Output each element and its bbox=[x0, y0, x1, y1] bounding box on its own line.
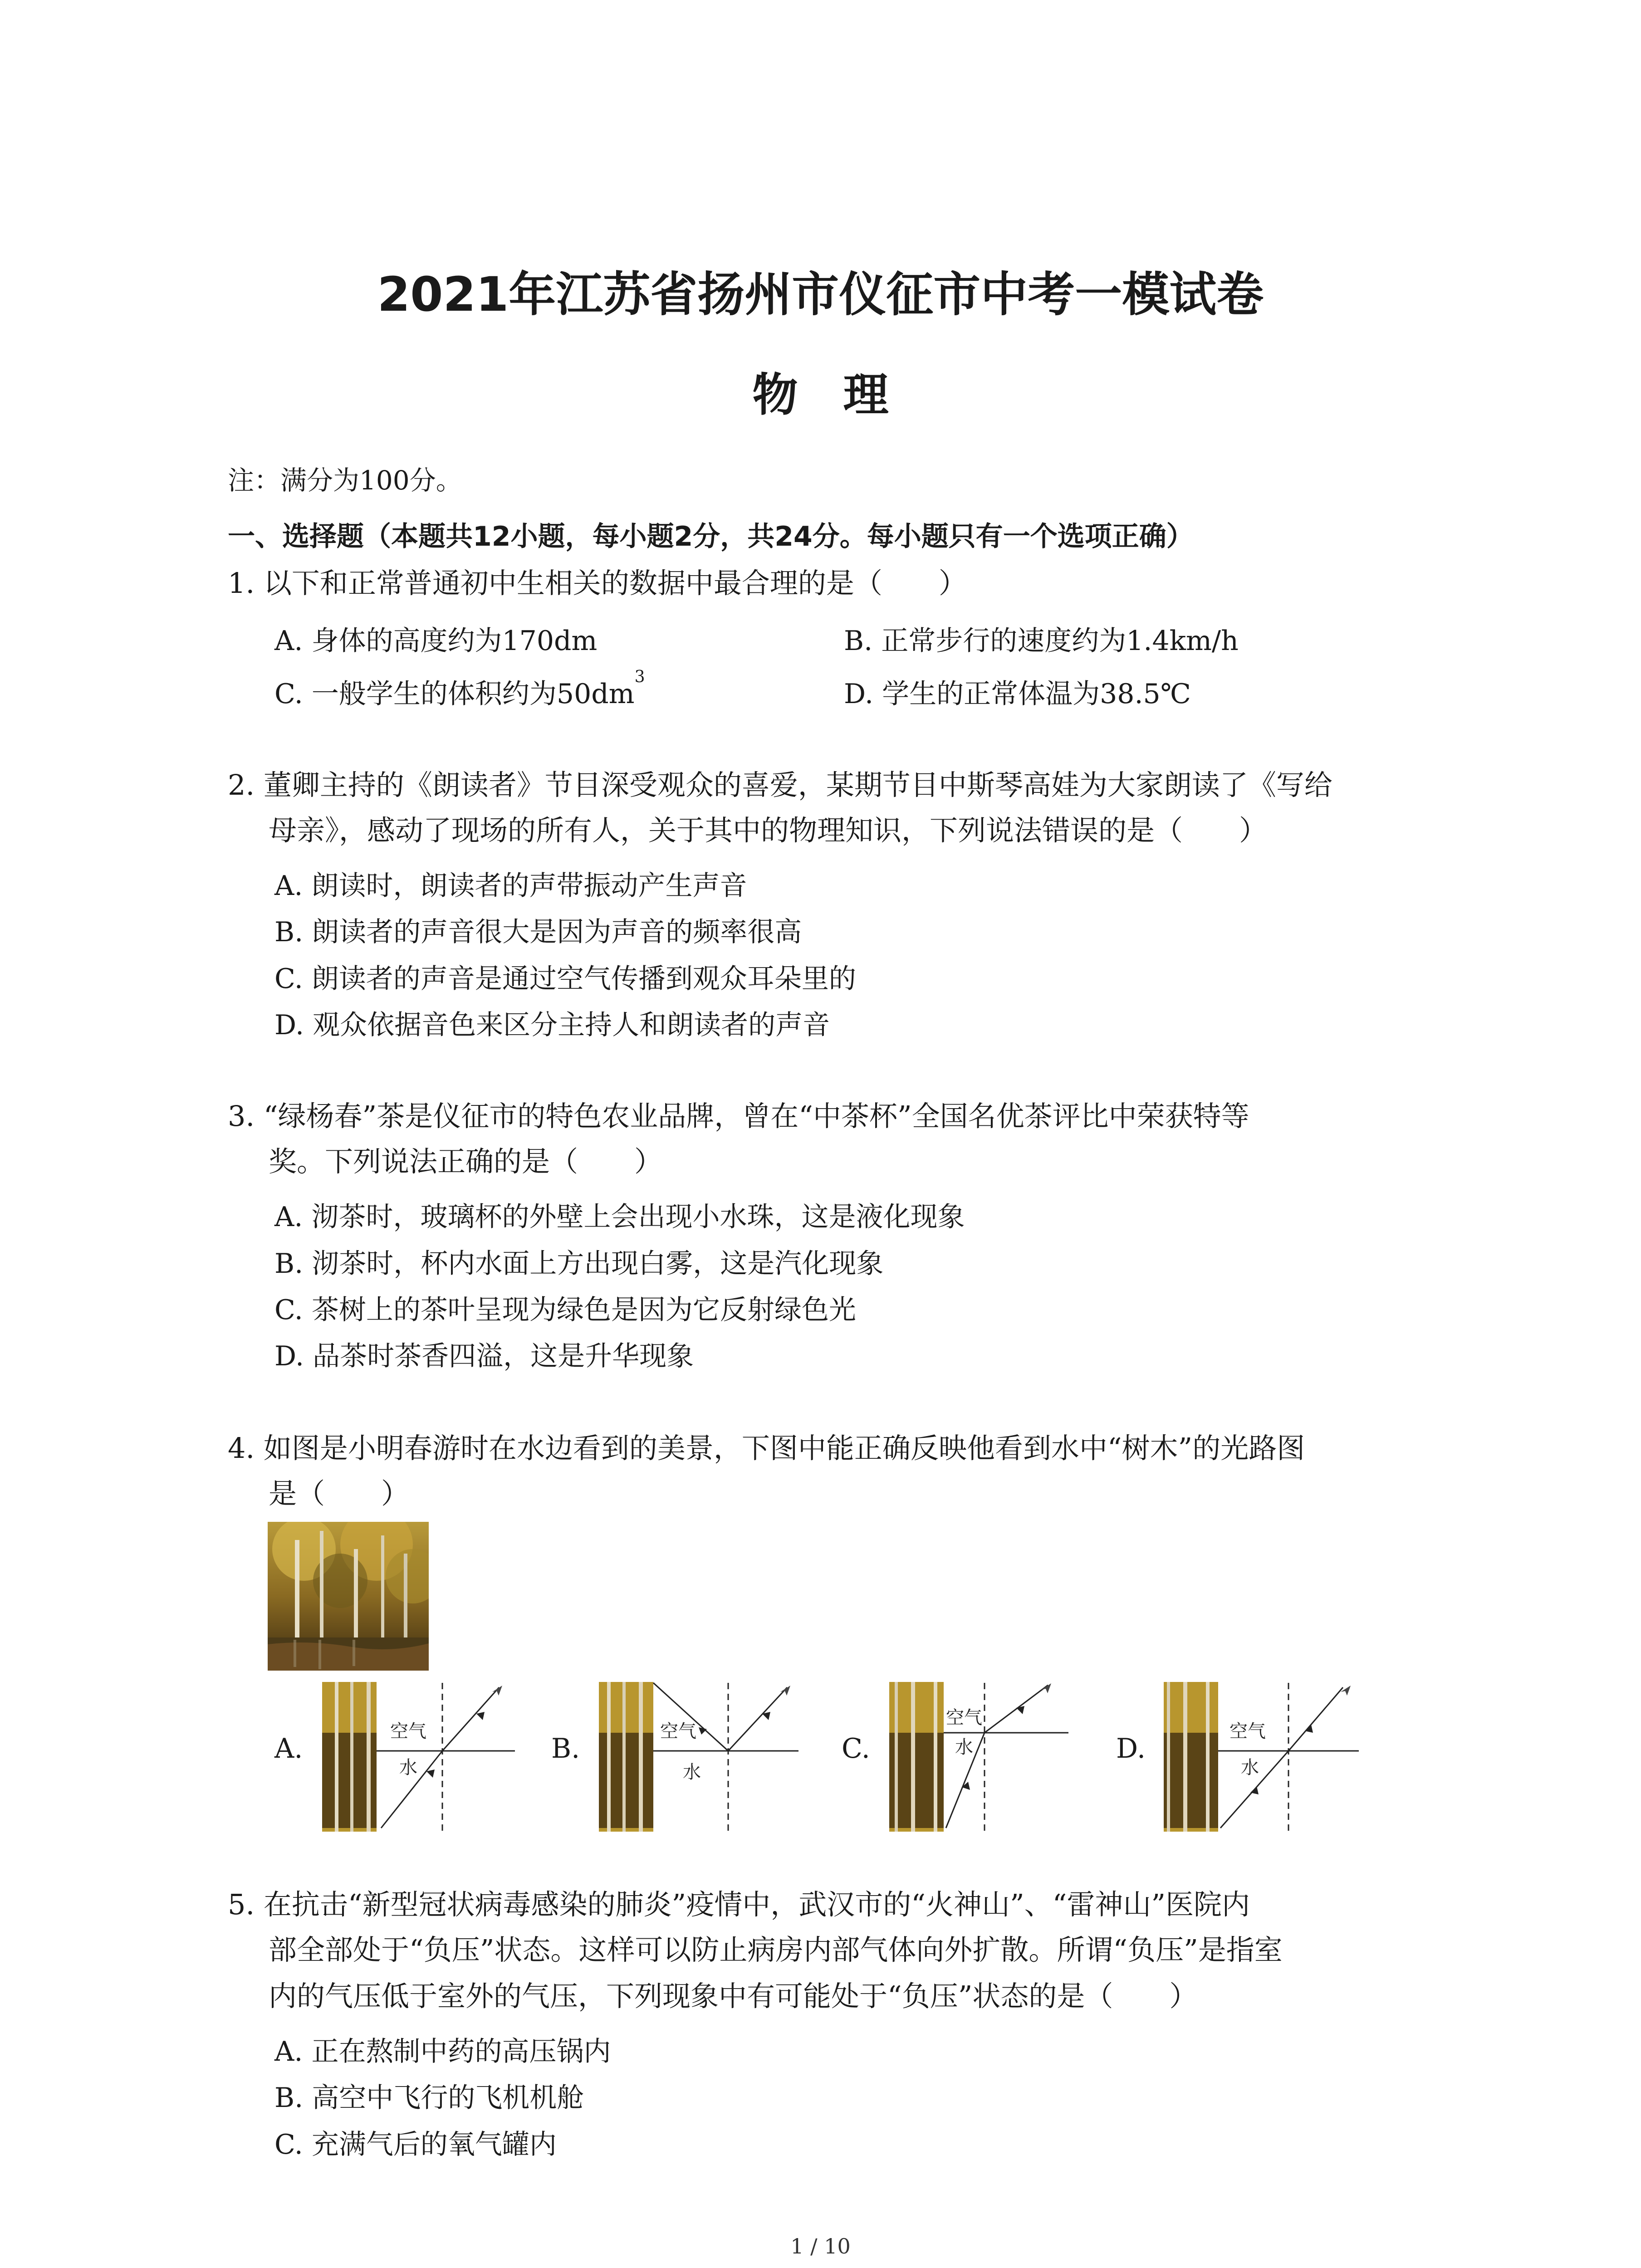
q1-option-a: A. 身体的高度约为170dm bbox=[274, 625, 598, 657]
diagram-a-arrow-air bbox=[476, 1712, 485, 1720]
diagram-b bbox=[599, 1682, 798, 1833]
forest-photo bbox=[268, 1522, 429, 1671]
q3-option-d: D. 品茶时茶香四溢，这是升华现象 bbox=[274, 1340, 694, 1372]
diagram-d-ray-air bbox=[1288, 1687, 1343, 1751]
diagram-d-trees bbox=[1164, 1682, 1218, 1832]
q5-option-c: C. 充满气后的氧气罐内 bbox=[274, 2129, 557, 2160]
diagram-d-air-label: 空气 bbox=[1230, 1721, 1266, 1742]
diagram-c bbox=[889, 1682, 1068, 1833]
q5-stem-line2: 部全部处于“负压”状态。这样可以防止病房内部气体向外扩散。所谓“负压”是指室 bbox=[269, 1933, 1283, 1966]
diagram-b-ray-out bbox=[728, 1687, 787, 1751]
q4-option-b: B. bbox=[551, 1733, 580, 1765]
diagram-a-water-label: 水 bbox=[399, 1757, 417, 1778]
q4-option-d: D. bbox=[1116, 1733, 1146, 1765]
page-title: 2021年江苏省扬州市仪征市中考一模试卷 bbox=[377, 267, 1264, 322]
score-note: 注：满分为100分。 bbox=[228, 465, 462, 496]
diagram-a-arrow-water bbox=[426, 1769, 435, 1778]
q1-stem: 1. 以下和正常普通初中生相关的数据中最合理的是（ ） bbox=[228, 567, 967, 600]
q2-option-a: A. 朗读时，朗读者的声带振动产生声音 bbox=[274, 870, 747, 902]
q1-option-c-text: C. 一般学生的体积约为50dm bbox=[274, 678, 635, 710]
section-heading: 一、选择题（本题共12小题，每小题2分，共24分。每小题只有一个选项正确） bbox=[228, 521, 1194, 552]
ray-diagrams bbox=[0, 1678, 1641, 1842]
diagram-c-water-label: 水 bbox=[955, 1737, 973, 1758]
q2-option-d: D. 观众依据音色来区分主持人和朗读者的声音 bbox=[274, 1009, 830, 1041]
diagram-d-eye-icon bbox=[1341, 1686, 1351, 1696]
diagram-c-ray-air bbox=[985, 1685, 1048, 1733]
q4-stem-line1: 4. 如图是小明春游时在水边看到的美景，下图中能正确反映他看到水中“树木”的光路图 bbox=[228, 1432, 1305, 1465]
diagram-a-ray-air bbox=[442, 1687, 499, 1751]
page-number: 1 / 10 bbox=[790, 2234, 851, 2258]
q1-option-b: B. 正常步行的速度约为1.4km/h bbox=[844, 625, 1239, 657]
q5-stem-line1: 5. 在抗击“新型冠状病毒感染的肺炎”疫情中，武汉市的“火神山”、“雷神山”医院内 bbox=[228, 1888, 1250, 1921]
q4-stem-line2: 是（ ） bbox=[269, 1477, 410, 1510]
q1-option-c-superscript: 3 bbox=[634, 668, 645, 686]
q5-stem-line3: 内的气压低于室外的气压，下列现象中有可能处于“负压”状态的是（ ） bbox=[269, 1980, 1198, 2013]
q4-option-c: C. bbox=[842, 1733, 870, 1765]
q2-option-b: B. 朗读者的声音很大是因为声音的频率很高 bbox=[274, 916, 802, 948]
q1-option-d: D. 学生的正常体温为38.5℃ bbox=[844, 678, 1191, 710]
q5-option-b: B. 高空中飞行的飞机机舱 bbox=[274, 2082, 584, 2114]
q3-option-b: B. 沏茶时，杯内水面上方出现白雾，这是汽化现象 bbox=[274, 1248, 884, 1280]
diagram-c-air-label: 空气 bbox=[946, 1707, 982, 1728]
q5-option-a: A. 正在熬制中药的高压锅内 bbox=[274, 2036, 611, 2068]
diagram-b-water-label: 水 bbox=[683, 1762, 701, 1783]
q4-option-a: A. bbox=[274, 1733, 303, 1765]
diagram-b-trees bbox=[599, 1682, 653, 1832]
diagram-b-air-label: 空气 bbox=[660, 1721, 696, 1742]
diagram-d-water-label: 水 bbox=[1241, 1757, 1259, 1778]
q2-stem-line1: 2. 董卿主持的《朗读者》节目深受观众的喜爱，某期节目中斯琴高娃为大家朗读了《写给 bbox=[228, 768, 1332, 802]
diagram-d-arrow-air bbox=[1305, 1725, 1313, 1733]
q2-stem-line2: 母亲》，感动了现场的所有人，关于其中的物理知识，下列说法错误的是（ ） bbox=[269, 814, 1268, 847]
q3-option-c: C. 茶树上的茶叶呈现为绿色是因为它反射绿色光 bbox=[274, 1294, 856, 1326]
q1-option-c bbox=[274, 668, 645, 711]
diagram-a-trees bbox=[322, 1682, 377, 1832]
q3-stem-line1: 3. “绿杨春”茶是仪征市的特色农业品牌，曾在“中茶杯”全国名优茶评比中荣获特等 bbox=[228, 1100, 1249, 1133]
q3-option-a: A. 沏茶时，玻璃杯的外壁上会出现小水珠，这是液化现象 bbox=[274, 1201, 965, 1233]
diagram-c-trees bbox=[889, 1682, 944, 1832]
q3-stem-line2: 奖。下列说法正确的是（ ） bbox=[269, 1145, 663, 1178]
subject-title: 物理 bbox=[752, 368, 934, 421]
diagram-d bbox=[1164, 1682, 1359, 1833]
diagram-a-air-label: 空气 bbox=[390, 1721, 426, 1742]
diagram-a bbox=[322, 1682, 515, 1833]
q2-option-c: C. 朗读者的声音是通过空气传播到观众耳朵里的 bbox=[274, 963, 856, 995]
